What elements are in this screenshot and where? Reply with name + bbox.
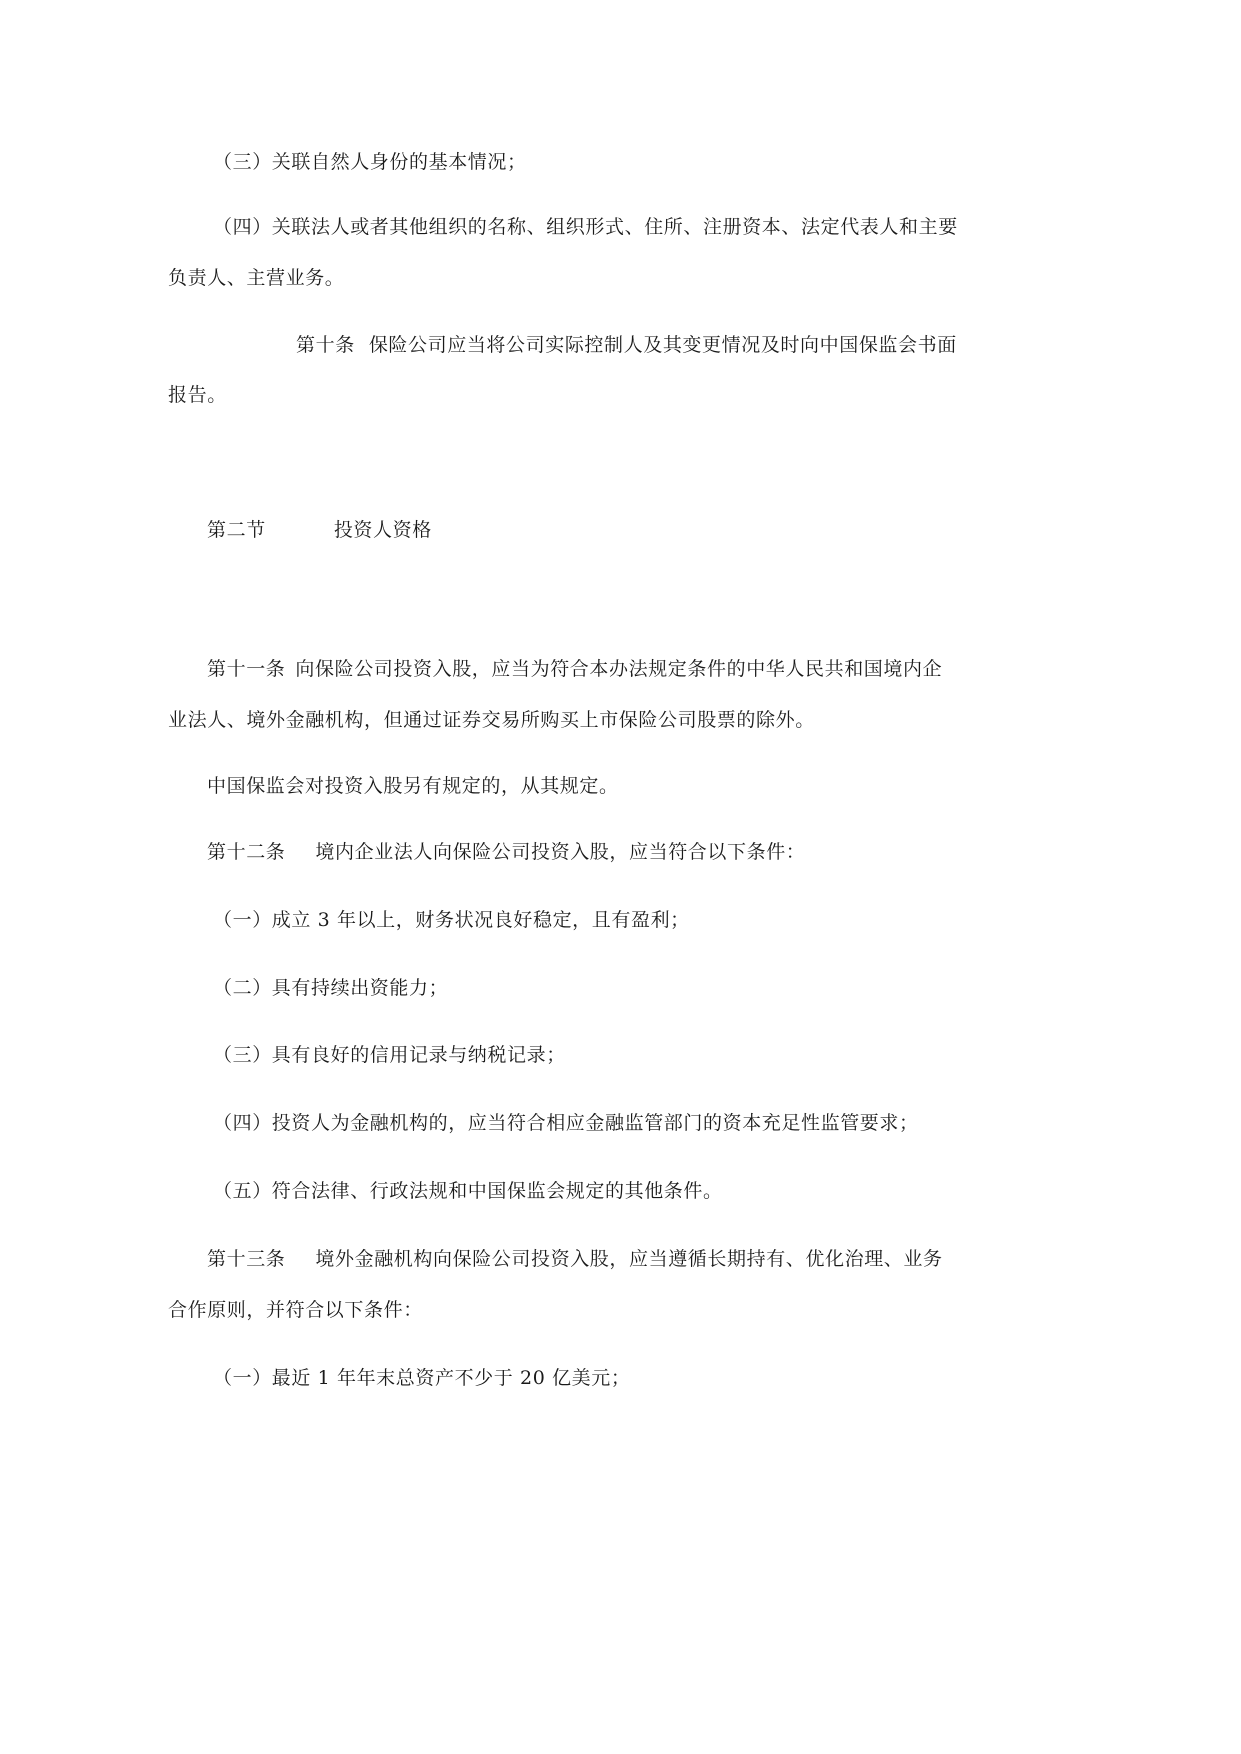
article-11-line1: [207, 657, 942, 681]
paragraph-item-3: （三）关联自然人身份的基本情况；: [213, 151, 527, 173]
article-13-item-1: （一）最近 1 年年末总资产不少于 20 亿美元；: [213, 1367, 631, 1389]
article-13-line2: 合作原则，并符合以下条件：: [168, 1299, 423, 1321]
section-title: 投资人资格: [333, 519, 432, 541]
article-13-label: 第十三条: [207, 1248, 286, 1270]
article-12-label: 第十二条: [207, 841, 286, 863]
article-10-line1: [296, 333, 957, 357]
article-13-text: 境外金融机构向保险公司投资入股，应当遵循长期持有、优化治理、业务: [315, 1248, 943, 1270]
section-label: 第二节: [207, 519, 266, 541]
article-12-item-5: （五）符合法律、行政法规和中国保监会规定的其他条件。: [213, 1180, 723, 1202]
article-11-text: 向保险公司投资入股，应当为符合本办法规定条件的中华人民共和国境内企: [295, 658, 943, 680]
article-10-label: 第十条: [296, 334, 355, 356]
article-12-text: 境内企业法人向保险公司投资入股，应当符合以下条件：: [315, 841, 806, 863]
article-13-line1: [207, 1247, 943, 1271]
section-heading: [207, 518, 432, 542]
article-11-line2: 业法人、境外金融机构，但通过证券交易所购买上市保险公司股票的除外。: [168, 709, 815, 731]
article-11-label: 第十一条: [207, 658, 286, 680]
paragraph-circ-rule: 中国保监会对投资入股另有规定的，从其规定。: [207, 775, 619, 797]
article-12-item-3: （三）具有良好的信用记录与纳税记录；: [213, 1044, 566, 1066]
article-12-item-1: （一）成立 3 年以上，财务状况良好稳定，且有盈利；: [213, 909, 690, 931]
paragraph-item-4-line1: （四）关联法人或者其他组织的名称、组织形式、住所、注册资本、法定代表人和主要: [213, 216, 958, 238]
paragraph-item-4-line2: 负责人、主营业务。: [168, 267, 345, 289]
article-10-line2: 报告。: [168, 384, 227, 406]
article-12-line1: [207, 840, 805, 864]
article-10-text: 保险公司应当将公司实际控制人及其变更情况及时向中国保监会书面: [368, 334, 957, 356]
article-12-item-2: （二）具有持续出资能力；: [213, 977, 449, 999]
article-12-item-4: （四）投资人为金融机构的，应当符合相应金融监管部门的资本充足性监管要求；: [213, 1112, 919, 1134]
